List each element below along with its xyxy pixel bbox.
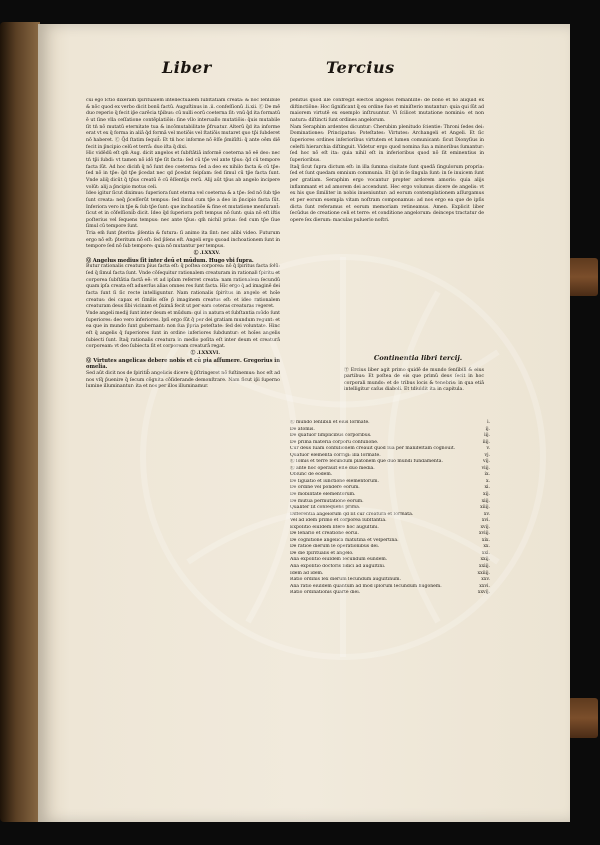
contents-item-title: Idem ad idem. bbox=[290, 570, 324, 576]
contents-item-title: Ⓔ mundo ſenſibili et eius ſormate. bbox=[290, 420, 370, 425]
contents-item-number: xxiij. bbox=[478, 564, 490, 570]
binding-strap-top bbox=[568, 258, 598, 296]
contents-item-number: xiij. bbox=[481, 498, 490, 504]
contents-item-title: Qualiter ſit conſequens prima. bbox=[290, 505, 361, 511]
contents-item-number: ij. bbox=[485, 426, 490, 432]
contents-item-number: xij. bbox=[483, 492, 490, 498]
contents-intro: Ⓣ Ercius liber agit primo quidē de mundo ſenſibili & eius partibus: Et poſtea de eis que primū deus ſecit in hoc corporali mundo: et de tribus locis & tenebris: in qua etiā intelligitur caſus diaboli. Et tdiuidit ita in capitula. bbox=[344, 368, 484, 392]
chapter-number: Ⓛ .LXXXV. bbox=[193, 251, 220, 257]
contents-item-number: xvij. bbox=[480, 524, 490, 530]
contents-item-title: De prima materia corporū confuſione. bbox=[290, 439, 379, 445]
contents-item-title: De cognitione angelica matutina et veſpertina. bbox=[290, 537, 399, 543]
contents-item-title: De mobilitate elementorum. bbox=[290, 492, 356, 498]
contents-item-number: xvi. bbox=[481, 518, 490, 524]
book-left-edge bbox=[0, 22, 40, 822]
paragraph: penitus quod ille confregit electos angelos remanſiſſe: de bono et nō aliquid ex diſtinctiōne: Hoc ſignificant q̄ ex ordine ſuo et miniſterio mutantur: quia qui ſūt ad maiorem virtutē ex exemplo inſtruuntur. Vi ſcilicet mutatione nominis: et non natura: diſtincti ſunt ordines angelorum. bbox=[290, 98, 484, 123]
contents-item-title: De die ſpiritualis et angelo. bbox=[290, 550, 354, 556]
paragraph: Hic vidēdū eſt qm̄ Aug. dicit angelos et ſubſtātiā informē coeterna nō eē deo: nec tñ tp̄i ſubdi: vt tamen nō idō tp̄e ſit facta: ſed cū tp̄e vel ante tp̄us: q̄d cū tempore facta ſūt. Ad hoc dicim̄ q̄ nō ſunt deo coeterna: ſed a deo ex nihilo facta & cū tp̄e: ſed nō in tp̄e: q̄d tp̄e p̄cedat nec qd p̄cedat ſeipſam: ſed ſimul cū tp̄e facta ſunt. Vnde aliq̄ dicūt q̄ tp̄us creatū ē cū ēſſentijs rerū. Alij aūt tp̄us ab angelo incipere volūt: alij a p̄ncipio motus celi. bbox=[86, 151, 280, 190]
paragraph: Butur rationalis creatura p̄ius facta eſt: q̄ poſtea corporea: nō q̄ ſpiritus facta ſolū: ſed q̄ ſimul facta ſunt. Vnde cōſequitur rationalem creaturam in rationali ſpiritu et corporea ſubſtātia factā eē: vt ad ipſam referret creata: nam rationalem ſecundū quam ipſa creata eſt aduerſus alias omnes res ſunt facta. Hic ergo q̄ ad imaginē dei facta ſunt ſi ſic recte intelliguntur. Nam rationalis ſpiritus in angelo et hoīe creatus: dei capax et ſimilis eſſe p̄ imaginem creatus eſt: et ideo rationalem creaturam deus ſibi vicinam et p̄ximā fecit ut per eam ceteras creaturas regeret. bbox=[86, 264, 280, 310]
contents-item-number: xiiij. bbox=[480, 505, 490, 511]
paragraph: cui ego ſ̄ctio dixeram ſp̄iritualem intellectualem ſubſtātiam creatā: & nōc ſenſibile & nōc quod ex verbo dicit bonū factū. Auguſtinus in .ii. confeſſionū .li.xii. Ⓒ De mē duo reperio q̄ fecit ip̄e carēcia tp̄ibus: cū nulli eorū coeterna ſit: vnū q̄d ita formatū ē ut ſine vlla ceſſatione contēplatiōis: ſine vllo interuallo mutatiōis: q̄uis mutabile ſit tñ nō mutatū eternitate tua & incōmutabilitate p̄fruatur. Alterū q̄d ita informe erat vt ex q̄ forma in aliā q̄d formā vel motiōis vel ſtatiōis mutaret quo tp̄i ſubderet nō haberet. Ⓒ Q̄d ſtatim ſequit̄: Et tñ hoc informe nō ēſſe p̄miſiſti: q̄ ante oēm diē fecit in p̄ncipio celū et terrā: duo iſta q̄ dixi. bbox=[86, 98, 280, 150]
contents-item-title: Quatuor elementa corrigi: illa ſormate. bbox=[290, 452, 381, 458]
contents-item-title: Ratio ordinis ſex dierum ſecundum auguſtinum. bbox=[290, 577, 401, 583]
contents-item-title: De ratioe dierum ſe operationibus dei. bbox=[290, 544, 380, 550]
paragraph: Sed aūt dicit nos de ſpiritib̄ angelicis dicere q̄ p̄ſtringeret nō ſuſtinemus: hoc eſt ad nos vſq̄ p̄uenire q̄ ſecum cōgnita cōſiderande demonſtrare. Nam ſicut ip̄i ſuperno lumine illuminantur: ita et nos per illos illuminamur. bbox=[86, 370, 280, 390]
chapter-heading: Ⓠ Angelus medius ſit inter deū et mūdum. Hugo vbi ſupra. bbox=[86, 257, 254, 264]
contents-item-title: Alia expoſitio doctoris ſidici ad auguſtini. bbox=[290, 564, 386, 570]
contents-item-title: De quatuor ſimplicibus corporibus. bbox=[290, 433, 372, 439]
contents-item-title: Alia ratio eiuſdem quantum ad mod ipſorum ſecundum hugonem. bbox=[290, 583, 442, 589]
contents-item-number: iij. bbox=[484, 433, 490, 439]
contents-item-number: iiij. bbox=[482, 439, 490, 445]
contents-item-title: Differentia angelorum qd ſit cur creatura et ſormata. bbox=[290, 511, 414, 517]
contents-title: Continentia libri tercij. bbox=[373, 354, 463, 362]
running-head-left: Liber bbox=[162, 58, 212, 77]
paragraph: Vnde angeli medij ſunt inter deum et mūdum: qui in natura et ſubſtantia mūdo ſunt ſuperiores: deo vero inferiores. Ipſi ergo ſūt q̄ per dei gratiam mundum regunt: et ea que in mundo ſunt gubernant: non ſua p̄pria poteſtate: ſed dei voluntate. Hinc eſt q̄ angelis q̄ ſuperiores ſunt in ordine inferiores ſubduntur: et hoīes angelis ſubiecti ſunt. Itaq̄ rationalis creatura in medio poſita eſt inter deum et creaturā corpoream: vt deo ſubiecta ſit et corpoream creaturā regat. bbox=[86, 311, 280, 350]
paragraph: Ideo igitur ſicut diximus: ſuperiora ſunt eterna vel coeterna & a tp̄e: ſed nō ſub tp̄e ſunt creata: neq̄ p̄ceſſerūt tempus: ſed ſimul cum tp̄e a deo in p̄ncipio facta ſūt. Inferiora vero in tp̄e & ſub tp̄e ſunt: que inchoatiōe & fine et mutatione menſurant̄: ſicut et in cōfeſſionib̄ dicit. Ideo q̄d ſuperiora poſt tempus nō ſunt: quia nō eſt iſtis poſterius vel ſequens tempus: nec ante tp̄us: qm̄ nichil prius: ſed cum tp̄e ſiue ſimul cū tempore ſunt. bbox=[86, 191, 280, 230]
chapter-number: Ⓛ .LXXXVI. bbox=[190, 350, 220, 356]
contents-item-number: viij. bbox=[481, 465, 490, 471]
book-page bbox=[38, 24, 570, 822]
contents-item-title: De ſenario et creatione eoruī. bbox=[290, 531, 359, 537]
contents-item-number: ix. bbox=[484, 472, 490, 478]
contents-item-title: Ⓔ ante hoc operauit eſſe duo media. bbox=[290, 465, 375, 471]
contents-item-title: Ratio ordinationis quarte diei. bbox=[290, 590, 361, 596]
contents-item-title: De atomis. bbox=[290, 426, 315, 432]
contents-item-number: xx. bbox=[483, 544, 490, 550]
contents-item-title: Alia expoſitio eiuſdem ſecundum eundem. bbox=[290, 557, 388, 563]
contents-item-title: Expoſitio eiuſdem litere hoc auguſtini. bbox=[290, 524, 379, 530]
running-head-right: Tercius bbox=[326, 58, 395, 77]
contents-item-number: xv. bbox=[483, 511, 490, 517]
paragraph: Itaq̄ ſicut ſupra dictum eſt: in illa ſumma ciuitate ſunt quedā ſingulorum propria: ſed et ſunt quedam omnium communia. Et q̄d in ſe ſingula ſunt: in ſe inuicem ſunt per gratiam. Seraphim ergo vocantur propter ardorem amoris: quia alijs inflammant et ad amorem dei accendunt. Hec ergo volumus dicere de angelis: vt ex his que ſimiliter in nobis inueniuntur: ad eorum contemplationem aſſurgamus et per eorum exempla vitam noſtram componamus: ad nos ergo ea que de ipſis dicta ſunt referamus et eorum memoriam retineamus. Amen. Explicit liber ſecūdus de creatione celi et terre: et conditione angelorum: deinceps tractatur de opere ſex dierum: maculas puluerio noſtri. bbox=[290, 164, 484, 223]
contents-item-number: vj. bbox=[484, 452, 490, 458]
paragraph: Nam Seraphim ardentes dicuntur: Cherubim plenitudo ſcientie: Throni ſedes dei: Dominationes: Principatus: Poteſtates: Virtutes: Archangeli et Angeli. Et ſic ſuperiores ordines inferioribus virtutem et lumen comunicant: ſicut Dionyſius in celeſti hierarchia diſtinguit. Videtur ergo quod nomina ſua a minoribus ſumantur: ſed hoc nō eſt ita: quia nihil eſt in inferioribus quod nō ſit eminentius in ſuperioribus. bbox=[290, 124, 484, 163]
paragraph: Tria em̄ ſunt p̄terita: p̄ſentia & futura: ſi animo ita ſint: nec alibi video. Futurum ergo nō eſt: p̄teritum nō eſt: ſed p̄ſens eſt. Angeli ergo quoad inchoationem ſunt in tempore ſed nō ſub tempore: quia nō mutantur per tempus. bbox=[86, 231, 280, 250]
contents-item-title: Oblunc de eodem. bbox=[290, 472, 333, 478]
contents-item-number: vij. bbox=[483, 459, 490, 465]
contents-item-number: xxvi. bbox=[479, 583, 490, 589]
watermark-logo bbox=[118, 232, 568, 682]
contents-item-number: xviij. bbox=[478, 531, 490, 537]
contents-item-number: xxi. bbox=[481, 550, 490, 556]
binding-strap-bottom bbox=[568, 698, 598, 738]
contents-item-number: xi. bbox=[484, 485, 490, 491]
contents-item-title: De ordine vel pondere eorum. bbox=[290, 485, 360, 491]
contents-item-number: v. bbox=[486, 446, 490, 452]
contents-item-title: De ſiguatio et iunctione elementorum. bbox=[290, 478, 379, 484]
contents-item-title: Cur deus ſuam confuſionem creauit quod ſua per manifeſtam cognouit. bbox=[290, 446, 456, 452]
contents-item-number: xxiiij. bbox=[477, 570, 490, 576]
chapter-heading: Ⓠ Virtutes angelicas debere nobis et cū pia aſſumere. Gregorius in omelia. bbox=[86, 357, 280, 371]
contents-item-number: x. bbox=[485, 478, 490, 484]
contents-item-number: xxij. bbox=[480, 557, 490, 563]
contents-item-number: xxvij. bbox=[477, 590, 490, 596]
contents-item-title: Vel ad idem primo et corporea ſubſtantia. bbox=[290, 518, 387, 524]
contents-item-title: Ⓔ ſomis et terre ſecundum platonem que duo mundi fundamenta. bbox=[290, 459, 443, 465]
contents-item-number: xix. bbox=[481, 537, 490, 543]
contents-item-number: xxv. bbox=[481, 577, 490, 583]
contents-item-number: i. bbox=[487, 420, 490, 425]
contents-item-title: De mutua permutatione eorum. bbox=[290, 498, 364, 504]
